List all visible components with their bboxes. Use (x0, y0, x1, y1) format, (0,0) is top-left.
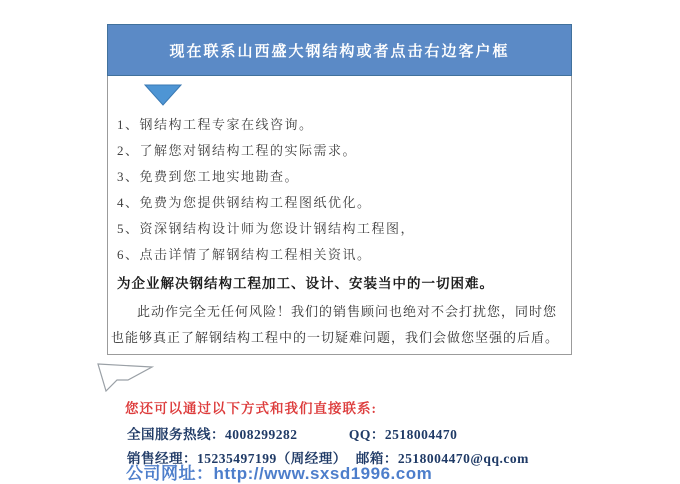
sales-manager-phone: 销售经理：15235497199（周经理） (127, 451, 347, 466)
promise-line: 为企业解决钢结构工程加工、设计、安装当中的一切困难。 (117, 276, 494, 291)
list-item: 1、钢结构工程专家在线咨询。 (117, 117, 314, 132)
panel-header-title: 现在联系山西盛大钢结构或者点击右边客户框 (107, 24, 572, 76)
contact-row-hotline (127, 423, 457, 443)
fold-corner-icon (97, 361, 154, 392)
list-item: 5、资深钢结构设计师为您设计钢结构工程图， (117, 221, 416, 236)
list-item: 3、免费到您工地实地勘查。 (117, 169, 300, 184)
steps-list (117, 112, 571, 268)
risk-free-paragraph: 此动作完全无任何风险！我们的销售顾问也绝对不会打扰您，同时您也能够真正了解钢结构工程中的一切疑难问题，我们会做您坚强的后盾。 (111, 304, 560, 345)
hotline-number: 全国服务热线：4008299282 (127, 427, 298, 442)
qq-number: QQ：2518004470 (348, 427, 458, 442)
promo-panel (107, 24, 572, 355)
company-website-link[interactable]: 公司网址：http://www.sxsd1996.com (126, 464, 433, 483)
contact-intro: 您还可以通过以下方式和我们直接联系: (125, 401, 377, 416)
list-item: 6、点击详情了解钢结构工程相关资讯。 (117, 247, 372, 262)
down-arrow-icon (144, 84, 571, 106)
list-item: 2、了解您对钢结构工程的实际需求。 (117, 143, 358, 158)
email-address: 邮箱：2518004470@qq.com (355, 451, 529, 466)
list-item: 4、免费为您提供钢结构工程图纸优化。 (117, 195, 372, 210)
